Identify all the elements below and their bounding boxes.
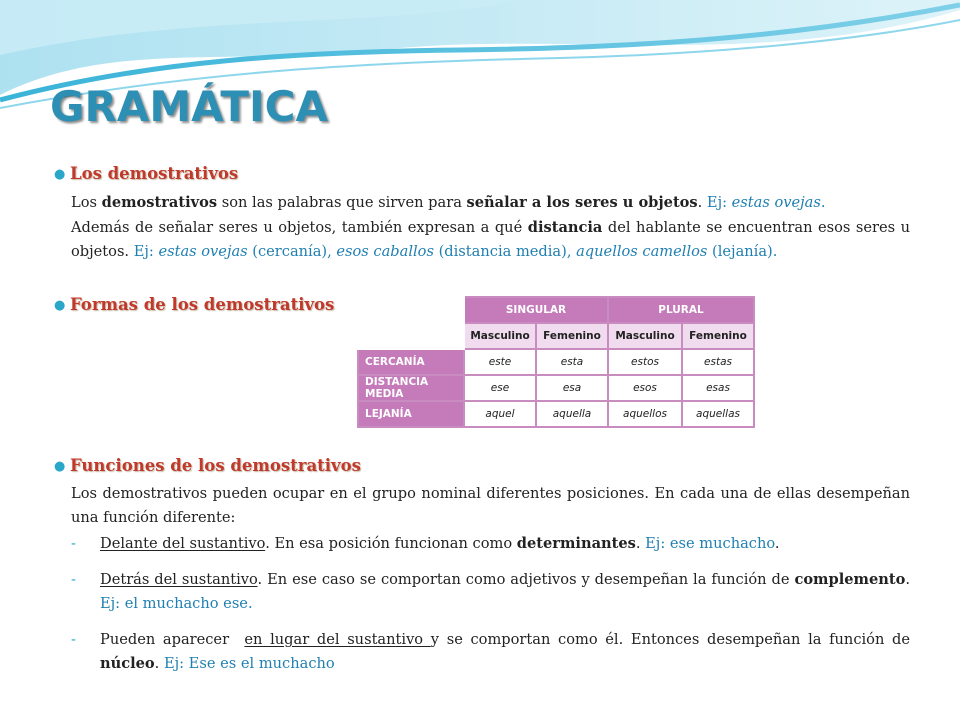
heading-funciones [54, 456, 361, 475]
table-cell: estos [608, 349, 682, 375]
table-header-plural: PLURAL [608, 297, 754, 323]
dash-bullet: - [71, 571, 76, 588]
dash-bullet: - [71, 631, 76, 648]
list-item [71, 568, 910, 616]
bullet-icon: ● [54, 167, 66, 182]
example-text: . [820, 194, 826, 211]
text: Los [71, 194, 102, 211]
example-text: (lejanía). [707, 243, 778, 260]
text: . [774, 535, 780, 552]
bullet-icon: ● [54, 459, 66, 474]
underlined-text: Delante del sustantivo [100, 535, 266, 552]
text: . En esa posición funcionan como [265, 535, 517, 552]
text: . [635, 535, 646, 552]
table-subheader-masculino: Masculino [464, 323, 536, 349]
example-text: (cercanía), [247, 243, 337, 260]
list-item [71, 532, 910, 556]
table-row [358, 401, 754, 427]
table-cell: esas [682, 375, 754, 401]
bullet-icon: ● [54, 298, 66, 313]
example-text: Ej: Ese es el muchacho [163, 655, 335, 672]
table-cell: ese [464, 375, 536, 401]
table-cell: esos [608, 375, 682, 401]
heading-text: Formas de los demostrativos [70, 295, 335, 314]
paragraph-definition [71, 191, 910, 215]
example-text: estas ovejas [731, 194, 821, 211]
row-label: DISTANCIA MEDIA [358, 375, 464, 401]
dash-bullet: - [71, 535, 76, 552]
example-text: Ej: ese muchacho [645, 535, 775, 552]
text-bold: determinantes [516, 535, 636, 552]
heading-formas [54, 295, 334, 314]
row-label: LEJANÍA [358, 401, 464, 427]
table-cell: aquel [464, 401, 536, 427]
example-text: Ej: el muchacho ese. [100, 595, 253, 612]
heading-text: Funciones de los demostrativos [70, 456, 361, 475]
table-cell: aquellos [608, 401, 682, 427]
text-bold: señalar a los seres u objetos [466, 194, 698, 211]
text: del hablante se encuentran esos seres u objetos. [71, 219, 910, 260]
table-row [358, 375, 754, 401]
example-label: Ej: [133, 243, 159, 260]
table-subheader-masculino: Masculino [608, 323, 682, 349]
table-subheader-femenino: Femenino [536, 323, 608, 349]
text: y se comportan como él. Entonces desempeñan la función de [430, 631, 910, 648]
text: son las palabras que sirven para [217, 194, 467, 211]
table-row [358, 349, 754, 375]
list-item [71, 628, 910, 676]
table-cell: este [464, 349, 536, 375]
table-cell: esa [536, 375, 608, 401]
text-bold: distancia [527, 219, 603, 236]
heading-text: Los demostrativos [70, 164, 239, 183]
table-header-singular: SINGULAR [464, 297, 608, 323]
underlined-text: Detrás del sustantivo [100, 571, 258, 588]
table-cell: aquella [536, 401, 608, 427]
paragraph-distance [71, 216, 910, 264]
table-subheader-femenino: Femenino [682, 323, 754, 349]
example-label: Ej: [706, 194, 732, 211]
example-text: aquellos camellos [576, 243, 708, 260]
text: . En ese caso se comportan como adjetivos y desempeñan la función de [257, 571, 795, 588]
text: Además de señalar seres u objetos, también expresan a qué [71, 219, 528, 236]
forms-table [357, 296, 755, 428]
text: . [905, 571, 910, 588]
text: . [697, 194, 707, 211]
table-corner [358, 297, 464, 323]
underlined-text: en lugar del sustantivo [244, 631, 431, 648]
page-title: GRAMÁTICA [50, 82, 328, 131]
heading-los-demostrativos [54, 164, 238, 183]
example-text: esos caballos [336, 243, 434, 260]
demonstratives-table [357, 296, 757, 439]
paragraph-functions-intro: Los demostrativos pueden ocupar en el grupo nominal diferentes posiciones. En cada una de ellas desempeñan una función diferente: [71, 485, 910, 526]
text-bold: complemento [794, 571, 906, 588]
example-text: estas ovejas [158, 243, 248, 260]
table-cell: esta [536, 349, 608, 375]
text: . [154, 655, 164, 672]
table-corner [358, 323, 464, 349]
text-bold: demostrativos [101, 194, 218, 211]
table-cell: estas [682, 349, 754, 375]
text-bold: núcleo [100, 655, 155, 672]
text: Pueden aparecer [100, 631, 245, 648]
row-label: CERCANÍA [358, 349, 464, 375]
example-text: (distancia media), [433, 243, 577, 260]
table-cell: aquellas [682, 401, 754, 427]
